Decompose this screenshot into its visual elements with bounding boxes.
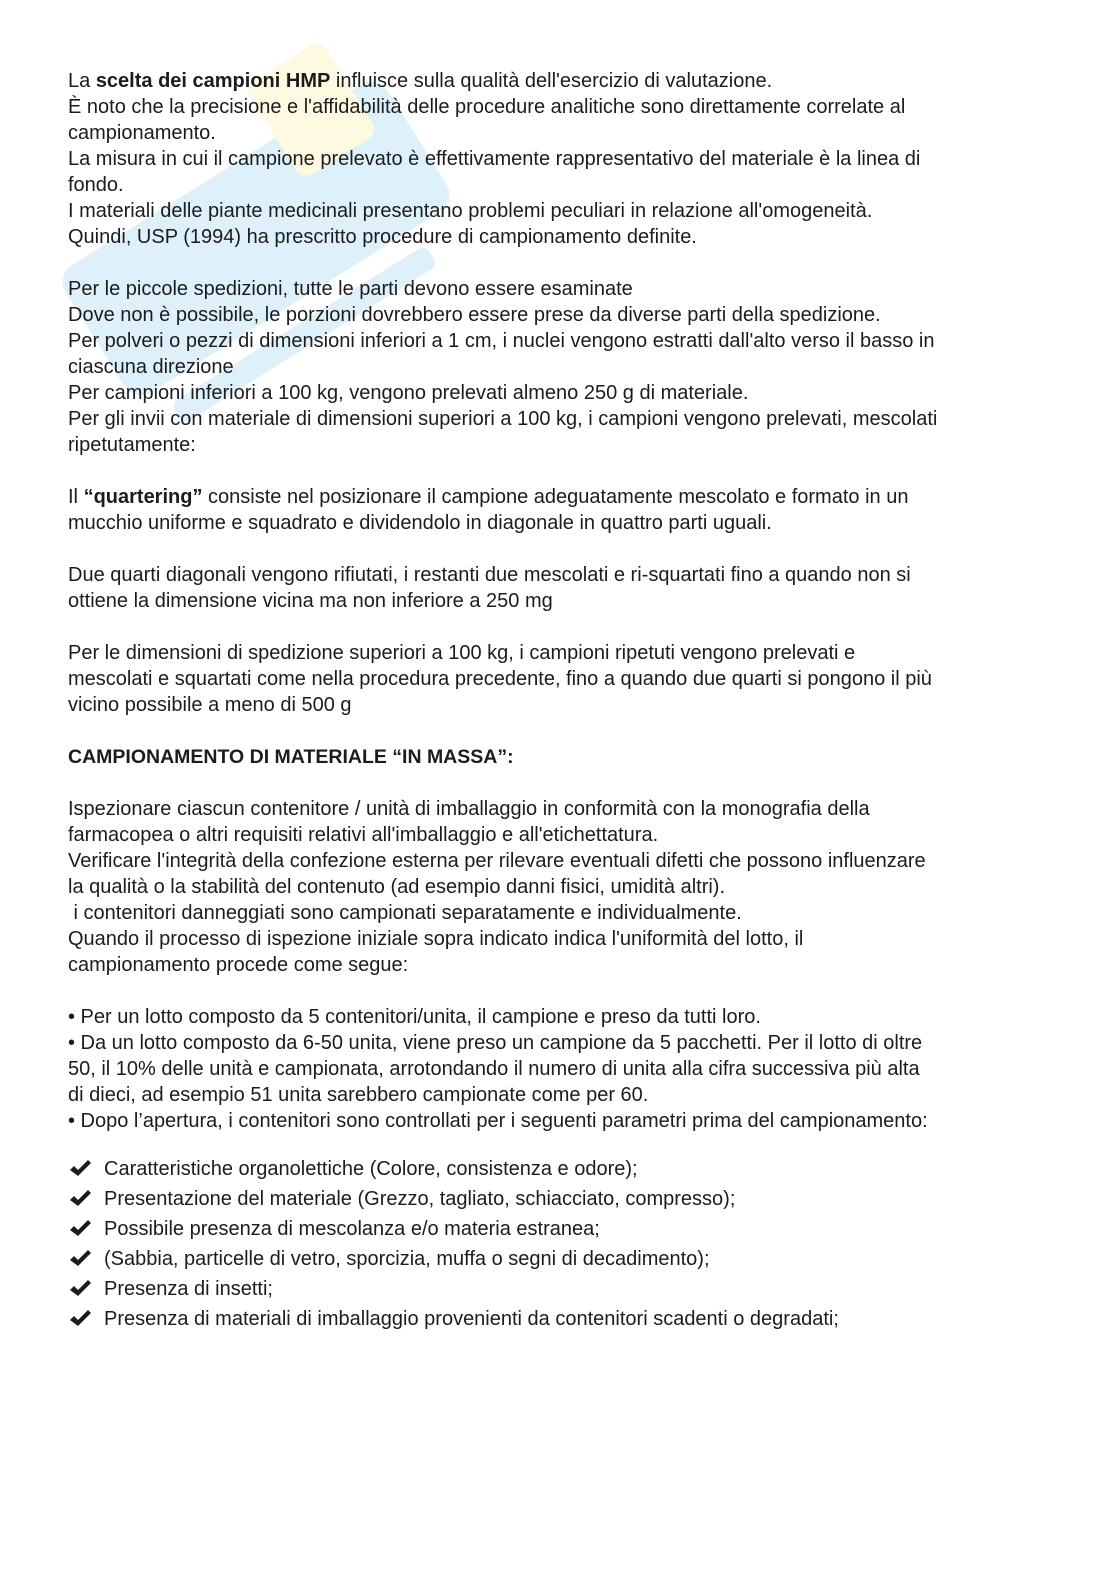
text-line: mescolati e squartati come nella procedura precedente, fino a quando due quarti si pongono il più <box>68 668 932 690</box>
bullet-list <box>68 1004 1058 1134</box>
text-line: Per polveri o pezzi di dimensioni inferiori a 1 cm, i nuclei vengono estratti dall'alto verso il basso in <box>68 330 935 352</box>
bullet-item-continuation: di dieci, ad esempio 51 unita sarebbero campionate come per 60. <box>68 1084 649 1106</box>
text-line: Dove non è possibile, le porzioni dovrebbero essere prese da diverse parti della spedizione. <box>68 304 881 326</box>
text-line: vicino possibile a meno di 500 g <box>68 694 352 716</box>
text-line: campionamento. <box>68 122 216 144</box>
text-line: Per le dimensioni di spedizione superiori a 100 kg, i campioni ripetuti vengono prelevati e <box>68 642 856 664</box>
check-mark-icon <box>68 1249 92 1269</box>
checklist-item-label: Caratteristiche organolettiche (Colore, consistenza e odore); <box>104 1158 638 1180</box>
checklist-item <box>68 1304 1058 1334</box>
text-line: Per gli invii con materiale di dimensioni superiori a 100 kg, i campioni vengono prelevati, mescolati <box>68 408 938 430</box>
paragraph-large-shipments <box>68 640 1058 718</box>
text-line: fondo. <box>68 174 124 196</box>
text-line: i contenitori danneggiati sono campionati separatamente e individualmente. <box>68 902 742 924</box>
checklist-item <box>68 1244 1058 1274</box>
bold-term: scelta dei campioni HMP <box>95 70 331 92</box>
text-line: farmacopea o altri requisiti relativi all'imballaggio e all'etichettatura. <box>68 824 659 846</box>
checklist-item-label: (Sabbia, particelle di vetro, sporcizia, muffa o segni di decadimento); <box>104 1248 710 1270</box>
text-line: I materiali delle piante medicinali presentano problemi peculiari in relazione all'omogeneità. <box>68 200 873 222</box>
text-line: ottiene la dimensione vicina ma non inferiore a 250 mg <box>68 590 553 612</box>
text-line: ciascuna direzione <box>68 356 234 378</box>
text-span: consiste nel posizionare il campione adeguatamente mescolato e formato in un <box>202 486 909 508</box>
text-line: mucchio uniforme e squadrato e dividendolo in diagonale in quattro parti uguali. <box>68 512 772 534</box>
checklist <box>68 1154 1058 1334</box>
checklist-item <box>68 1154 1058 1184</box>
checklist-item-label: Presentazione del materiale (Grezzo, tagliato, schiacciato, compresso); <box>104 1188 736 1210</box>
check-mark-icon <box>68 1159 92 1179</box>
bold-term: “quartering” <box>83 486 203 508</box>
text-line: Per campioni inferiori a 100 kg, vengono prelevati almeno 250 g di materiale. <box>68 382 749 404</box>
paragraph-intro <box>68 68 1058 250</box>
text-line: ripetutamente: <box>68 434 196 456</box>
check-mark-icon <box>68 1189 92 1209</box>
check-mark-icon <box>68 1219 92 1239</box>
checklist-item <box>68 1274 1058 1304</box>
bullet-item-continuation: 50, il 10% delle unità e campionata, arrotondando il numero di unita alla cifra successiva più alta <box>68 1058 920 1080</box>
section-heading: CAMPIONAMENTO DI MATERIALE “IN MASSA”: <box>68 746 514 768</box>
checklist-item-label: Presenza di materiali di imballaggio provenienti da contenitori scadenti o degradati; <box>104 1308 839 1330</box>
text-span: influisce sulla qualità dell'esercizio di valutazione. <box>330 70 773 92</box>
text-line: Quando il processo di ispezione iniziale sopra indicato indica l'uniformità del lotto, il <box>68 928 804 950</box>
text-line: Due quarti diagonali vengono rifiutati, i restanti due mescolati e ri-squartati fino a quando non si <box>68 564 911 586</box>
text-line: La misura in cui il campione prelevato è effettivamente rappresentativo del materiale è la linea di <box>68 148 921 170</box>
bullet-item: • Dopo l’apertura, i contenitori sono controllati per i seguenti parametri prima del campionamento: <box>68 1110 928 1132</box>
text-line: Verificare l'integrità della confezione esterna per rilevare eventuali difetti che possono influenzare <box>68 850 926 872</box>
paragraph-shipments <box>68 276 1058 458</box>
bullet-item: • Da un lotto composto da 6-50 unita, viene preso un campione da 5 pacchetti. Per il lotto di oltre <box>68 1032 923 1054</box>
text-line: campionamento procede come segue: <box>68 954 409 976</box>
checklist-item-label: Presenza di insetti; <box>104 1278 273 1300</box>
checklist-item-label: Possibile presenza di mescolanza e/o materia estranea; <box>104 1218 600 1240</box>
check-mark-icon <box>68 1309 92 1329</box>
paragraph-diagonal-quarters <box>68 562 1058 614</box>
text-line: È noto che la precisione e l'affidabilità delle procedure analitiche sono direttamente correlate al <box>68 96 906 118</box>
document-body <box>68 68 1058 1334</box>
paragraph-inspection <box>68 796 1058 978</box>
text-line: la qualità o la stabilità del contenuto (ad esempio danni fisici, umidità altri). <box>68 876 726 898</box>
paragraph-quartering <box>68 484 1058 536</box>
text-line: Ispezionare ciascun contenitore / unità di imballaggio in conformità con la monografia della <box>68 798 870 820</box>
text-span: Il <box>68 486 84 508</box>
text-line: Quindi, USP (1994) ha prescritto procedure di campionamento definite. <box>68 226 697 248</box>
checklist-item <box>68 1184 1058 1214</box>
bullet-item: • Per un lotto composto da 5 contenitori/unita, il campione e preso da tutti loro. <box>68 1006 761 1028</box>
text-line: Per le piccole spedizioni, tutte le parti devono essere esaminate <box>68 278 633 300</box>
text-span: La <box>68 70 96 92</box>
check-mark-icon <box>68 1279 92 1299</box>
checklist-item <box>68 1214 1058 1244</box>
